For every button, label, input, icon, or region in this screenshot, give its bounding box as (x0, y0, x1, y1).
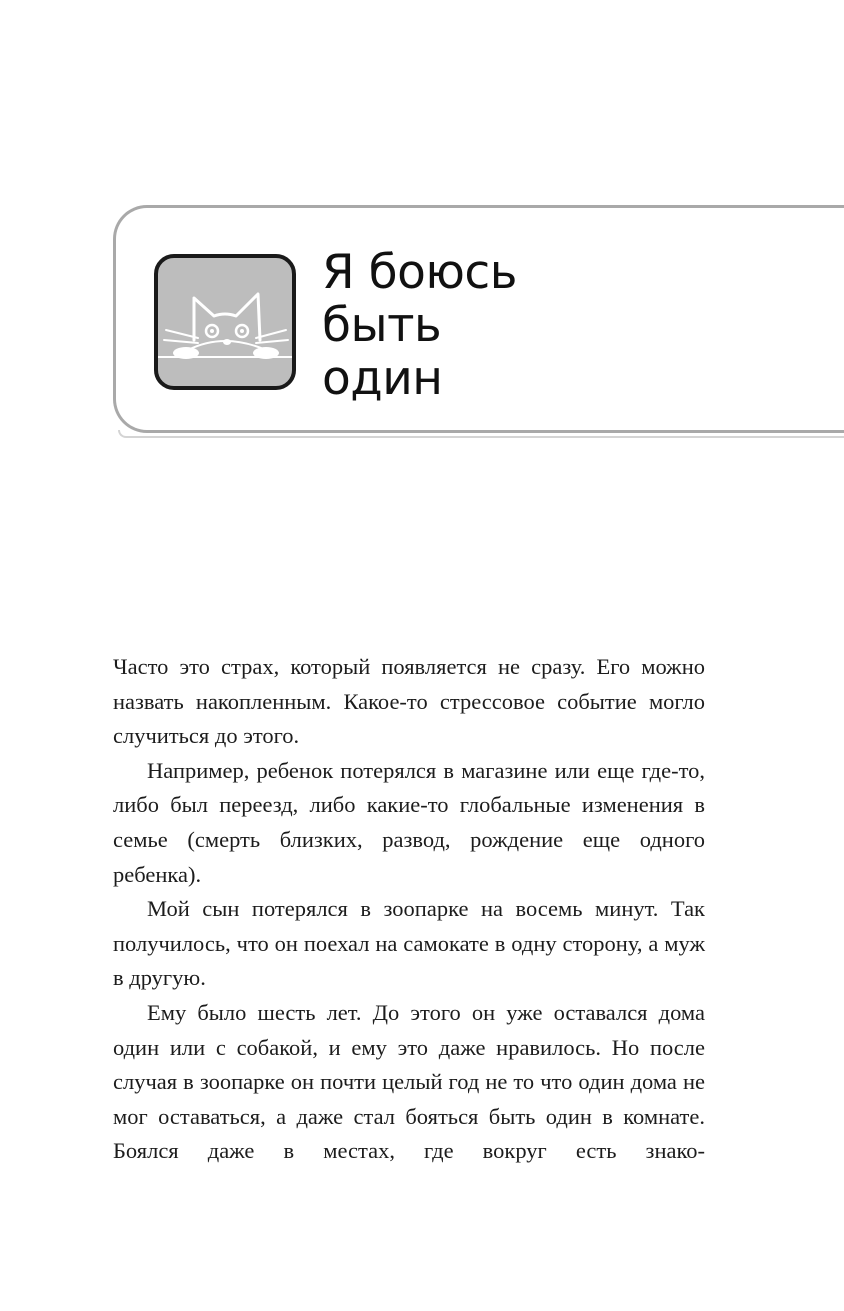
body-text (113, 650, 705, 1169)
cat-peeking-icon (154, 254, 296, 390)
chapter-title-line: быть (322, 298, 442, 353)
paragraph: Мой сын потерялся в зоопарке на восемь минут. Так получилось, что он поехал на самокате в одну сторону, а муж в другую. (113, 896, 705, 991)
chapter-title (322, 246, 517, 405)
chapter-title-line: Я боюсь (322, 245, 517, 300)
paragraph: Например, ребенок потерялся в магазине или еще где-то, либо был переезд, либо какие-то глобальные изменения в семье (смерть близких, развод, рождение еще одного ребенка). (113, 757, 705, 887)
paragraph: Часто это страх, который появляется не сразу. Его можно назвать накопленным. Какое-то стрессовое событие могло случиться до этого. (113, 654, 705, 749)
chapter-title-line: один (322, 351, 443, 406)
paragraph: Ему было шесть лет. До этого он уже оставался дома один или с собакой, и ему это даже нравилось. Но после случая в зоопарке он почти целый год не то что один дома не мог оставаться, а даже стал бояться быть один в комнате. Боялся даже в местах, где вокруг есть знако- (113, 999, 705, 1164)
